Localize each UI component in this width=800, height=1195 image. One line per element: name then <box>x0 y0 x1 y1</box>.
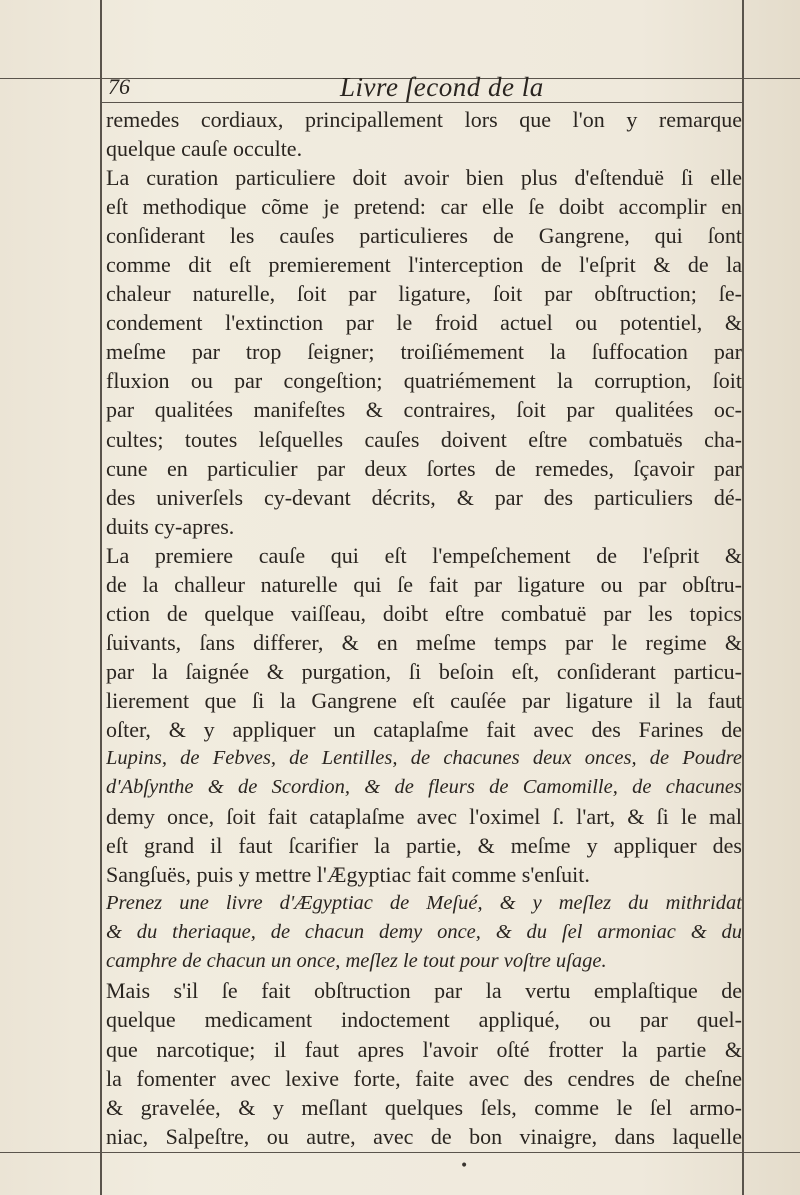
bottom-frame-line <box>0 1152 800 1153</box>
text-line: meſme par trop ſeigner; troiſiémement la ſuffocation par <box>106 339 742 365</box>
text-line: & du theriaque, de chacun demy once, & du ſel armoniac & du <box>106 921 742 944</box>
text-line: La premiere cauſe qui eſt l'empeſchement de l'eſprit & <box>106 542 742 568</box>
text-line: que narcotique; il faut apres l'avoir oſté frotter la partie & <box>106 1036 742 1062</box>
page-header <box>108 74 748 104</box>
text-line: cune en particulier par deux ſortes de remedes, ſçavoir par <box>106 455 742 481</box>
right-frame-line <box>742 0 744 1195</box>
text-line: Prenez une livre d'Ægyptiac de Meſué, & y meſlez du mithridat <box>106 892 742 915</box>
text-line: duits cy-apres. <box>106 513 235 539</box>
page-number: 76 <box>108 74 130 99</box>
printer-mark: • <box>460 1158 469 1174</box>
body-text <box>106 105 742 1151</box>
text-line: niac, Salpeſtre, ou autre, avec de bon vinaigre, dans laquelle <box>106 1123 742 1149</box>
text-line: Sangſuës, puis y mettre l'Ægyptiac fait comme s'enſuit. <box>106 862 590 888</box>
text-line: eſt methodique cõme je pretend: car elle ſe doibt accomplir en <box>106 194 742 220</box>
text-line: La curation particuliere doit avoir bien plus d'eſtenduë ſi elle <box>106 165 742 191</box>
text-line: quelque cauſe occulte. <box>106 136 303 162</box>
text-line: oſter, & y appliquer un cataplaſme fait avec des Farines de <box>106 716 742 742</box>
text-line: demy once, ſoit fait cataplaſme avec l'oximel ſ. l'art, & ſi le mal <box>106 804 742 830</box>
text-line: des univerſels cy-devant décrits, & par des particuliers dé- <box>106 484 742 510</box>
text-line: la fomenter avec lexive forte, faite avec des cendres de cheſne <box>106 1065 742 1091</box>
text-line: par qualitées manifeſtes & contraires, ſoit par qualitées oc- <box>106 397 742 423</box>
text-line: ſuivants, ſans differer, & en meſme temps par le regime & <box>106 629 742 655</box>
text-line: eſt grand il faut ſcarifier la partie, & meſme y appliquer des <box>106 833 742 859</box>
text-line: Lupins, de Febves, de Lentilles, de chacunes deux onces, de Poudre <box>106 747 742 770</box>
text-line: par la ſaignée & purgation, ſi beſoin eſt, conſiderant particu- <box>106 658 742 684</box>
text-line: remedes cordiaux, principallement lors que l'on y remarque <box>106 107 742 132</box>
text-line: & gravelée, & y meſlant quelques ſels, comme le ſel armo- <box>106 1094 742 1120</box>
left-frame-line <box>100 0 102 1195</box>
text-line: fluxion ou par congeſtion; quatriémement la corruption, ſoit <box>106 368 742 394</box>
text-line: d'Abſynthe & de Scordion, & de fleurs de Camomille, de chacunes <box>106 776 742 799</box>
text-line: ction de quelque vaiſſeau, doibt eſtre combatuë par les topics <box>106 600 742 626</box>
text-line: camphre de chacun un once, meſlez le tout pour voſtre uſage. <box>106 950 607 973</box>
text-line: quelque medicament indoctement appliqué, ou par quel- <box>106 1007 742 1033</box>
text-line: Mais s'il ſe fait obſtruction par la vertu emplaſtique de <box>106 978 742 1004</box>
text-line: comme dit eſt premierement l'interception de l'eſprit & de la <box>106 252 742 278</box>
text-line: de la challeur naturelle qui ſe fait par ligature ou par obſtru- <box>106 571 742 597</box>
running-head: Livre ſecond de la <box>340 72 544 102</box>
text-line: cultes; toutes leſquelles cauſes doivent eſtre combatuës cha- <box>106 426 742 452</box>
text-line: chaleur naturelle, ſoit par ligature, ſoit par obſtruction; ſe- <box>106 281 742 307</box>
text-line: conſiderant les cauſes particulieres de Gangrene, qui ſont <box>106 223 742 249</box>
text-line: condement l'extinction par le froid actuel ou potentiel, & <box>106 310 742 336</box>
text-line: lierement que ſi la Gangrene eſt cauſée par ligature il la faut <box>106 687 742 713</box>
